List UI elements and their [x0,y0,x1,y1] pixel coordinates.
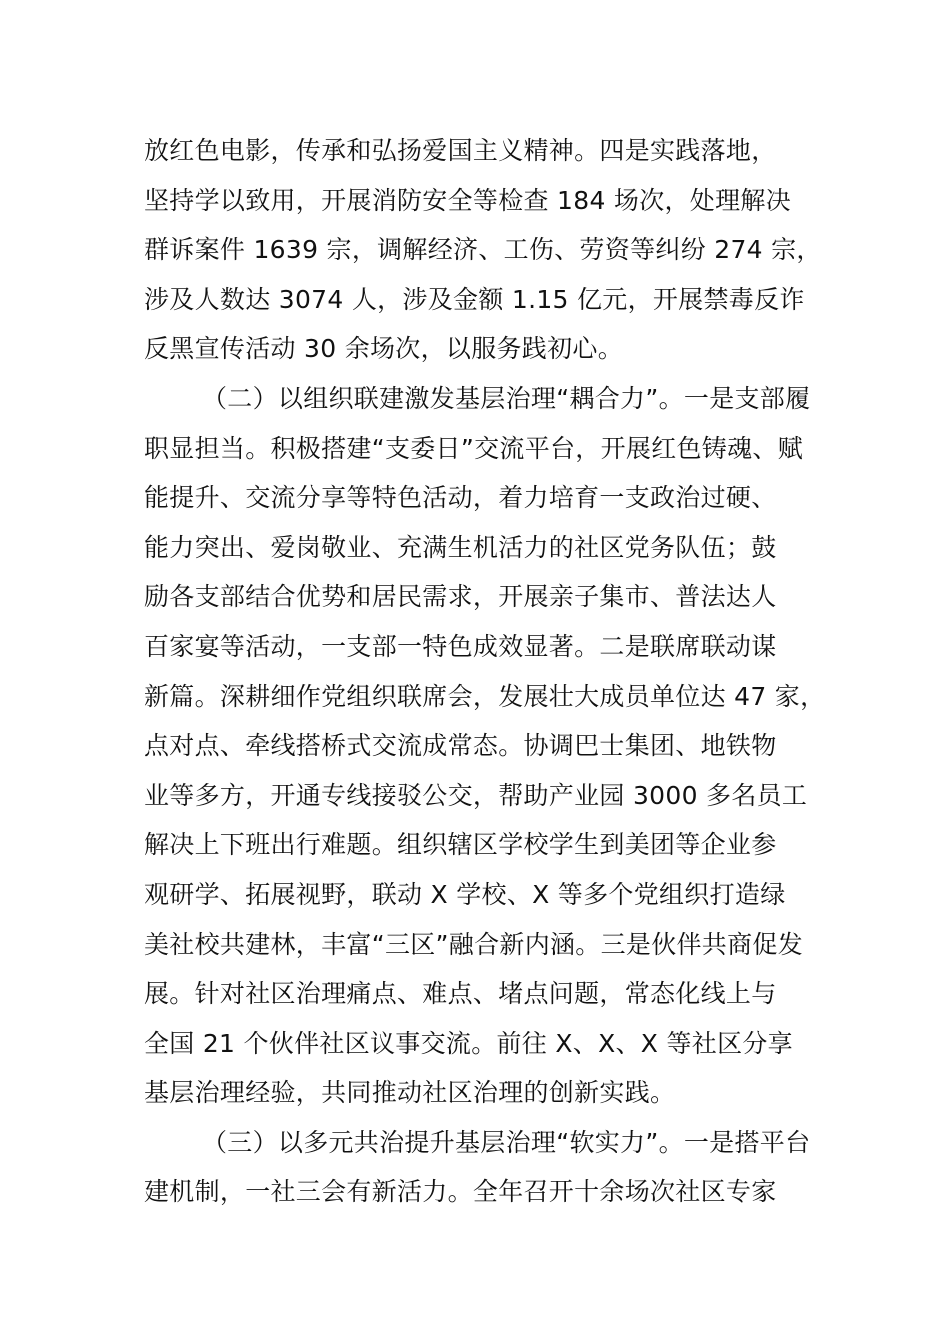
text-line: 观研学、拓展视野，联动 X 学校、X 等多个党组织打造绿 [144,879,786,909]
text-line: 解决上下班出行难题。组织辖区学校学生到美团等企业参 [144,830,777,860]
text-line: 业等多方，开通专线接驳公交，帮助产业园 3000 多名员工 [144,780,808,810]
text-line: 美社校共建林，丰富“三区”融合新内涵。三是伙伴共商促发 [144,929,804,959]
text-line: 能力突出、爱岗敬业、充满生机活力的社区党务队伍；鼓 [144,532,777,562]
text-line: 展。针对社区治理痛点、难点、堵点问题，常态化线上与 [144,979,777,1009]
text-line: 建机制，一社三会有新活力。全年召开十余场次社区专家 [144,1177,777,1207]
text-line: 放红色电影，传承和弘扬爱国主义精神。四是实践落地， [144,136,777,165]
text-line: 职显担当。积极搭建“支委日”交流平台，开展红色铸魂、赋 [144,433,804,463]
text-line: 新篇。深耕细作党组织联席会，发展壮大成员单位达 47 家， [144,681,826,711]
text-line: 百家宴等活动，一支部一特色成效显著。二是联席联动谋 [144,631,777,661]
text-line: 群诉案件 1639 宗，调解经济、工伤、劳资等纠纷 274 宗， [144,235,822,265]
text-line: 基层治理经验，共同推动社区治理的创新实践。 [144,1078,676,1108]
text-line: 坚持学以致用，开展消防安全等检查 184 场次，处理解决 [144,185,792,215]
text-line: 励各支部结合优势和居民需求，开展亲子集市、普法达人 [144,582,777,612]
text-line: 全国 21 个伙伴社区议事交流。前往 X、X、X 等社区分享 [144,1028,793,1058]
document-body [144,126,844,1217]
section-heading-line: （三）以多元共治提升基层治理“软实力”。一是搭平台 [202,1127,811,1157]
text-line: 能提升、交流分享等特色活动，着力培育一支政治过硬、 [144,483,777,513]
text-line: 涉及人数达 3074 人，涉及金额 1.15 亿元，开展禁毒反诈 [144,284,805,314]
text-line: 反黑宣传活动 30 余场次，以服务践初心。 [144,334,624,364]
section-heading-line: （二）以组织联建激发基层治理“耦合力”。一是支部履 [202,383,811,413]
text-line: 点对点、牵线搭桥式交流成常态。协调巴士集团、地铁物 [144,731,777,761]
